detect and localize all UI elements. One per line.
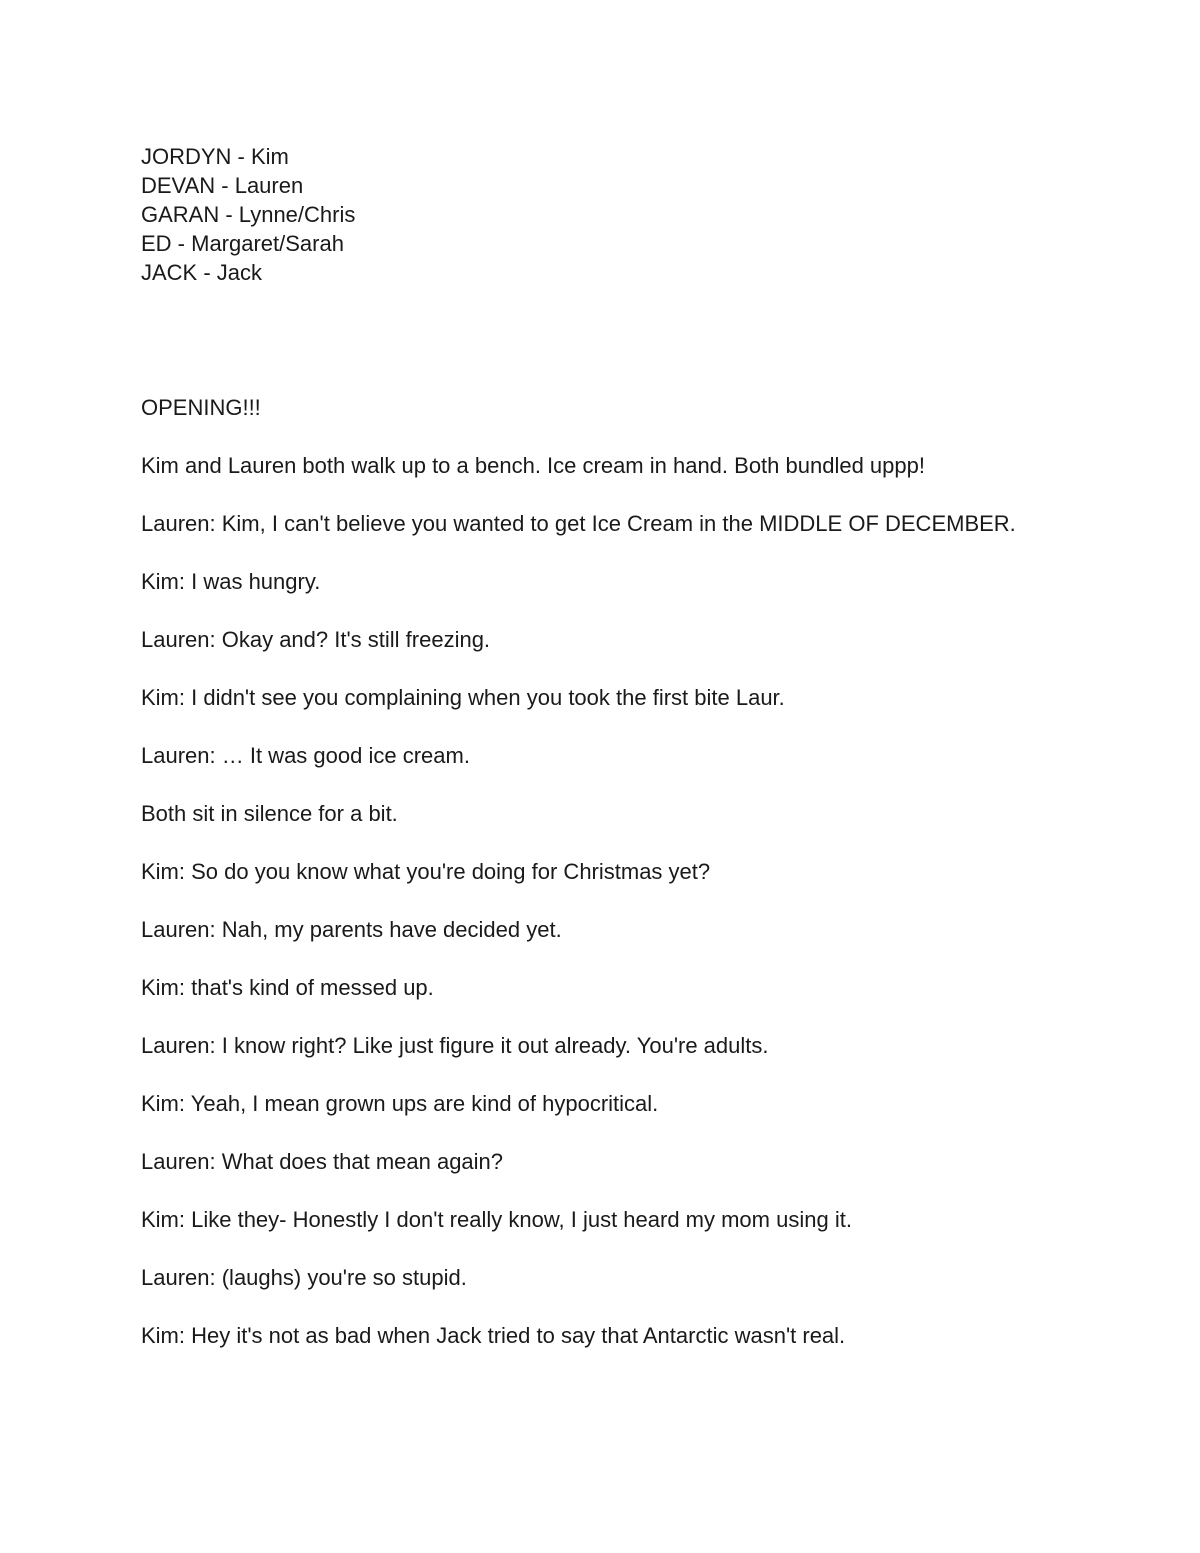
scene-heading: OPENING!!!	[141, 395, 261, 420]
dialogue-line: Lauren: Kim, I can't believe you wanted to get Ice Cream in the MIDDLE OF DECEMBER.	[141, 511, 1016, 536]
script-body	[141, 393, 1041, 1379]
dialogue-line: Lauren: What does that mean again?	[141, 1149, 504, 1174]
cast-entry-garan: GARAN - Lynne/Chris	[141, 202, 356, 227]
dialogue-line: Kim: I didn't see you complaining when you took the first bite Laur.	[141, 685, 785, 710]
dialogue-line: Kim: So do you know what you're doing for Christmas yet?	[141, 859, 711, 884]
dialogue-line: Kim: Like they- Honestly I don't really know, I just heard my mom using it.	[141, 1207, 852, 1232]
dialogue-line: Lauren: Okay and? It's still freezing.	[141, 627, 491, 652]
stage-direction: Kim and Lauren both walk up to a bench. Ice cream in hand. Both bundled uppp!	[141, 453, 925, 478]
cast-entry-ed: ED - Margaret/Sarah	[141, 231, 344, 256]
stage-direction: Both sit in silence for a bit.	[141, 801, 398, 826]
dialogue-line: Kim: Hey it's not as bad when Jack tried to say that Antarctic wasn't real.	[141, 1323, 846, 1348]
dialogue-line: Kim: that's kind of messed up.	[141, 975, 434, 1000]
dialogue-line: Lauren: (laughs) you're so stupid.	[141, 1265, 467, 1290]
cast-entry-jordyn: JORDYN - Kim	[141, 144, 289, 169]
cast-list	[141, 142, 1041, 287]
dialogue-line: Lauren: … It was good ice cream.	[141, 743, 470, 768]
dialogue-line: Lauren: Nah, my parents have decided yet.	[141, 917, 562, 942]
cast-entry-devan: DEVAN - Lauren	[141, 173, 304, 198]
dialogue-line: Kim: Yeah, I mean grown ups are kind of hypocritical.	[141, 1091, 659, 1116]
dialogue-line: Kim: I was hungry.	[141, 569, 321, 594]
dialogue-line: Lauren: I know right? Like just figure it out already. You're adults.	[141, 1033, 769, 1058]
cast-entry-jack: JACK - Jack	[141, 260, 263, 285]
